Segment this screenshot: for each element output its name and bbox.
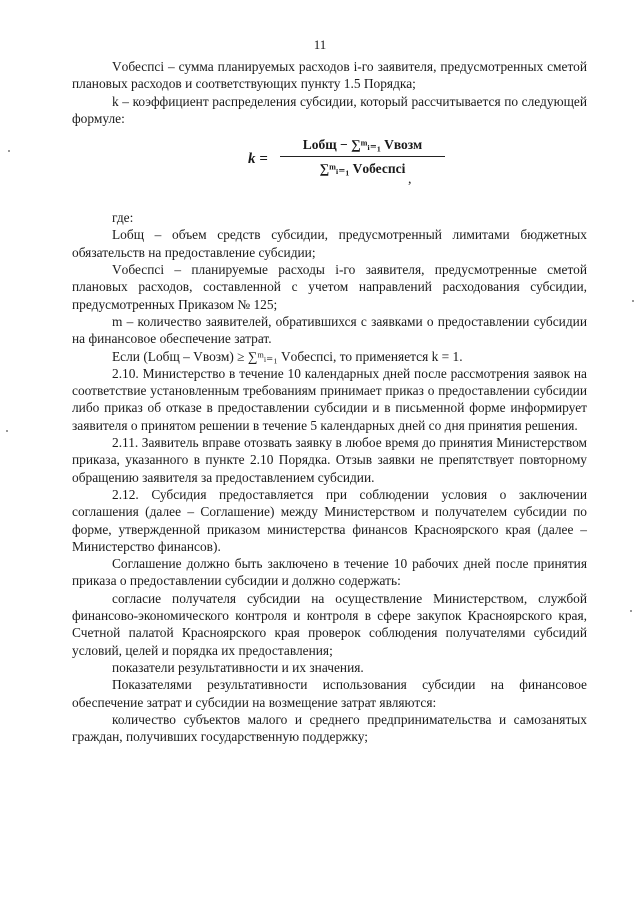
- page-number: 11: [313, 37, 327, 52]
- paragraph: согласие получателя субсидии на осуществление Министерством, службой финансово-экономического контроля и контроля в сфере закупок Красноярского края, Счетной палатой Красноярского края проверок соблюдения получателями субсидий условий, целей и порядка их предоставления;: [72, 590, 587, 658]
- document-body: [72, 58, 587, 745]
- paragraph: показатели результативности и их значения.: [112, 659, 364, 675]
- definition-v-obesp: Vобеспсi – планируемые расходы i-го заявителя, предусмотренные сметой плановых расходов, составленной с учетом направлений расходования субсидии, предусмотренных Приказом № 125;: [72, 262, 587, 312]
- definition-m: m – количество заявителей, обратившихся с заявками о предоставлении субсидии на финансовое обеспечение затрат.: [72, 313, 587, 347]
- formula-lhs: k =: [248, 151, 268, 168]
- scan-dot: [630, 610, 632, 612]
- formula-comma: ,: [408, 172, 412, 188]
- scan-dot: [8, 150, 10, 152]
- paragraph: Показателями результативности использования субсидии на финансовое обеспечение затрат и субсидии на возмещение затрат являются:: [72, 677, 587, 710]
- formula-k: [72, 133, 587, 209]
- definition-l-total: Lобщ – объем средств субсидии, предусмотренный лимитами бюджетных обязательств на предоставление субсидии;: [72, 227, 587, 260]
- clause-2-11: 2.11. Заявитель вправе отозвать заявку в любое время до принятия Министерством приказа, указанного в пункте 2.10 Порядка. Отзыв заявки не препятствует повторному обращению заявителя за предоставлением субсидии.: [72, 435, 587, 485]
- clause-2-12: 2.12. Субсидия предоставляется при соблюдении условия о заключении соглашения (далее – Соглашение) между Министерством и получателем субсидии по форме, утвержденной приказом министерства финансов Красноярского края (далее – Министерство финансов).: [72, 486, 587, 554]
- condition-k-equals-1: Если (Lобщ – Vвозм) ≥ ∑ᵐᵢ₌₁ Vобеспсi, то применяется k = 1.: [112, 348, 463, 364]
- paragraph: Vобеспсi – сумма планируемых расходов i-го заявителя, предусмотренных сметой плановых расходов и соответствующих пункту 1.5 Порядка;: [72, 59, 587, 92]
- scan-dot: [632, 300, 634, 302]
- paragraph: Соглашение должно быть заключено в течение 10 рабочих дней после принятия приказа о предоставлении субсидии и должно содержать:: [72, 556, 587, 589]
- scan-dot: [6, 430, 8, 432]
- clause-2-10: 2.10. Министерство в течение 10 календарных дней после рассмотрения заявок на соответствие установленным требованиям принимает приказ о предоставлении субсидии либо приказ об отказе в предоставлении субсидии и в письменной форме информирует заявителя о принятом решении в течение 5 календарных дней со дня принятия решения.: [72, 365, 587, 433]
- formula-numerator: Lобщ − ∑ᵐᵢ₌₁ Vвозм: [302, 137, 423, 153]
- formula-fraction: [280, 136, 445, 178]
- paragraph: где:: [112, 210, 134, 226]
- formula-denominator: ∑ᵐᵢ₌₁ Vобеспсi: [319, 161, 406, 177]
- paragraph: количество субъектов малого и среднего предпринимательства и самозанятых граждан, получивших государственную поддержку;: [72, 711, 587, 745]
- paragraph: k – коэффициент распределения субсидии, который рассчитывается по следующей формуле:: [72, 93, 587, 126]
